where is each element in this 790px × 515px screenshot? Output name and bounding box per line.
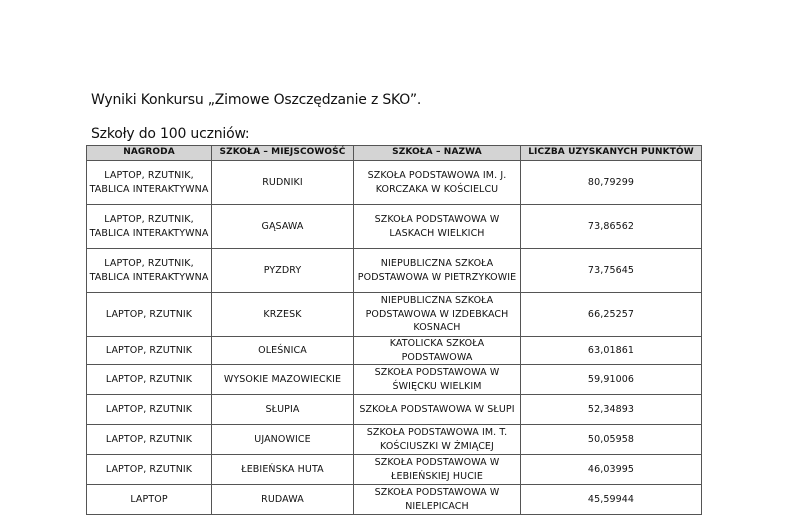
results-table <box>86 145 702 515</box>
cell-miejscowosc: WYSOKIE MAZOWIECKIE <box>212 365 354 395</box>
cell-miejscowosc: PYZDRY <box>212 249 354 293</box>
table-row <box>87 337 702 365</box>
table-row <box>87 485 702 515</box>
table-row <box>87 293 702 337</box>
cell-nazwa: SZKOŁA PODSTAWOWA IM. T. KOŚCIUSZKI W ŻMIĄCEJ <box>354 425 521 455</box>
header-punkty: LICZBA UZYSKANYCH PUNKTÓW <box>521 146 702 161</box>
cell-punkty: 52,34893 <box>521 395 702 425</box>
cell-nagroda: LAPTOP, RZUTNIK, TABLICA INTERAKTYWNA <box>87 205 212 249</box>
table-row <box>87 161 702 205</box>
cell-punkty: 80,79299 <box>521 161 702 205</box>
cell-punkty: 66,25257 <box>521 293 702 337</box>
cell-punkty: 63,01861 <box>521 337 702 365</box>
cell-miejscowosc: RUDNIKI <box>212 161 354 205</box>
header-miejscowosc: SZKOŁA – MIEJSCOWOŚĆ <box>212 146 354 161</box>
cell-miejscowosc: ŁEBIEŃSKA HUTA <box>212 455 354 485</box>
cell-punkty: 46,03995 <box>521 455 702 485</box>
cell-nazwa: SZKOŁA PODSTAWOWA IM. J. KORCZAKA W KOŚCIELCU <box>354 161 521 205</box>
cell-nagroda: LAPTOP, RZUTNIK <box>87 395 212 425</box>
cell-miejscowosc: GĄSAWA <box>212 205 354 249</box>
header-nagroda: NAGRODA <box>87 146 212 161</box>
cell-punkty: 45,59944 <box>521 485 702 515</box>
cell-nazwa: SZKOŁA PODSTAWOWA W ŁEBIEŃSKIEJ HUCIE <box>354 455 521 485</box>
cell-nazwa: KATOLICKA SZKOŁA PODSTAWOWA <box>354 337 521 365</box>
cell-nazwa: SZKOŁA PODSTAWOWA W NIELEPICACH <box>354 485 521 515</box>
cell-punkty: 73,86562 <box>521 205 702 249</box>
cell-nazwa: SZKOŁA PODSTAWOWA W LASKACH WIELKICH <box>354 205 521 249</box>
cell-nazwa: NIEPUBLICZNA SZKOŁA PODSTAWOWA W PIETRZYKOWIE <box>354 249 521 293</box>
cell-miejscowosc: SŁUPIA <box>212 395 354 425</box>
section-subtitle: Szkoły do 100 uczniów: <box>91 126 250 142</box>
table-row <box>87 249 702 293</box>
document-title: Wyniki Konkursu „Zimowe Oszczędzanie z SKO”. <box>91 92 422 108</box>
cell-nazwa: SZKOŁA PODSTAWOWA W SŁUPI <box>354 395 521 425</box>
table-row <box>87 205 702 249</box>
table-row <box>87 455 702 485</box>
cell-miejscowosc: UJANOWICE <box>212 425 354 455</box>
cell-nagroda: LAPTOP, RZUTNIK <box>87 455 212 485</box>
cell-nagroda: LAPTOP, RZUTNIK, TABLICA INTERAKTYWNA <box>87 249 212 293</box>
cell-nagroda: LAPTOP, RZUTNIK <box>87 425 212 455</box>
cell-nazwa: NIEPUBLICZNA SZKOŁA PODSTAWOWA W IZDEBKACH KOSNACH <box>354 293 521 337</box>
cell-punkty: 73,75645 <box>521 249 702 293</box>
cell-punkty: 50,05958 <box>521 425 702 455</box>
table-row <box>87 365 702 395</box>
cell-nagroda: LAPTOP <box>87 485 212 515</box>
cell-nagroda: LAPTOP, RZUTNIK <box>87 365 212 395</box>
header-nazwa: SZKOŁA – NAZWA <box>354 146 521 161</box>
cell-miejscowosc: OLEŚNICA <box>212 337 354 365</box>
table-header-row <box>87 146 702 161</box>
table-row <box>87 425 702 455</box>
cell-miejscowosc: KRZESK <box>212 293 354 337</box>
cell-punkty: 59,91006 <box>521 365 702 395</box>
cell-nagroda: LAPTOP, RZUTNIK, TABLICA INTERAKTYWNA <box>87 161 212 205</box>
cell-nazwa: SZKOŁA PODSTAWOWA W ŚWIĘCKU WIELKIM <box>354 365 521 395</box>
cell-nagroda: LAPTOP, RZUTNIK <box>87 293 212 337</box>
table-row <box>87 395 702 425</box>
cell-miejscowosc: RUDAWA <box>212 485 354 515</box>
cell-nagroda: LAPTOP, RZUTNIK <box>87 337 212 365</box>
